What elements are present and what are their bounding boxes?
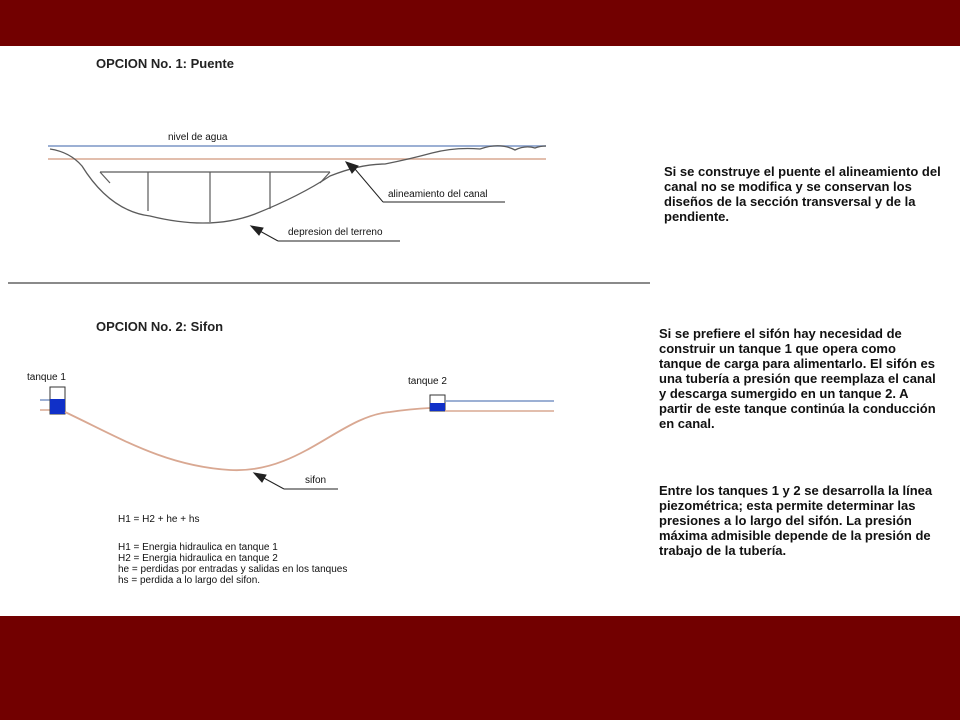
footer-band (0, 616, 960, 720)
tank-1-water (50, 399, 65, 414)
terrain-profile (50, 146, 546, 223)
option1-title: OPCION No. 1: Puente (96, 56, 234, 71)
tank-2-water (430, 403, 445, 411)
slide-content (0, 46, 960, 616)
depression-label: depresion del terreno (288, 227, 383, 238)
siphon-label: sifon (305, 475, 327, 486)
header-band (0, 0, 960, 46)
legend-line: H2 = Energia hidraulica en tanque 2 (118, 553, 278, 564)
option1-description: Si se construye el puente el alineamiento del canal no se modifica y se conservan los diseños de la sección transversal y de la pendiente. (664, 164, 941, 224)
legend-line: hs = perdida a lo largo del sifon. (118, 575, 261, 586)
siphon-pipe (65, 408, 430, 470)
legend-line: he = perdidas por entradas y salidas en los tanques (118, 564, 348, 575)
canal-alignment-label: alineamiento del canal (388, 189, 488, 200)
option2-title: OPCION No. 2: Sifon (96, 319, 224, 334)
equation-legend (118, 542, 347, 586)
option2-description-1: Si se prefiere el sifón hay necesidad de construir un tanque 1 que opera como tanque de carga para alimentarlo. El sifón es una tubería a presión que reemplaza el canal y descarga sumergido en un tanque 2. A partir de este tanque continúa la conducción en canal. (659, 326, 936, 431)
option2-description-2: Entre los tanques 1 y 2 se desarrolla la línea piezométrica; esta permite determinar las presiones a lo largo del sifón. La presión máxima admisible depende de la presión de trabajo de la tubería. (659, 483, 933, 558)
tank2-label: tanque 2 (408, 376, 447, 387)
legend-line: H1 = Energia hidraulica en tanque 1 (118, 542, 278, 553)
bridge (100, 172, 330, 222)
energy-equation: H1 = H2 + he + hs (118, 514, 200, 525)
tank1-label: tanque 1 (27, 372, 66, 383)
water-level-label: nivel de agua (168, 132, 228, 143)
